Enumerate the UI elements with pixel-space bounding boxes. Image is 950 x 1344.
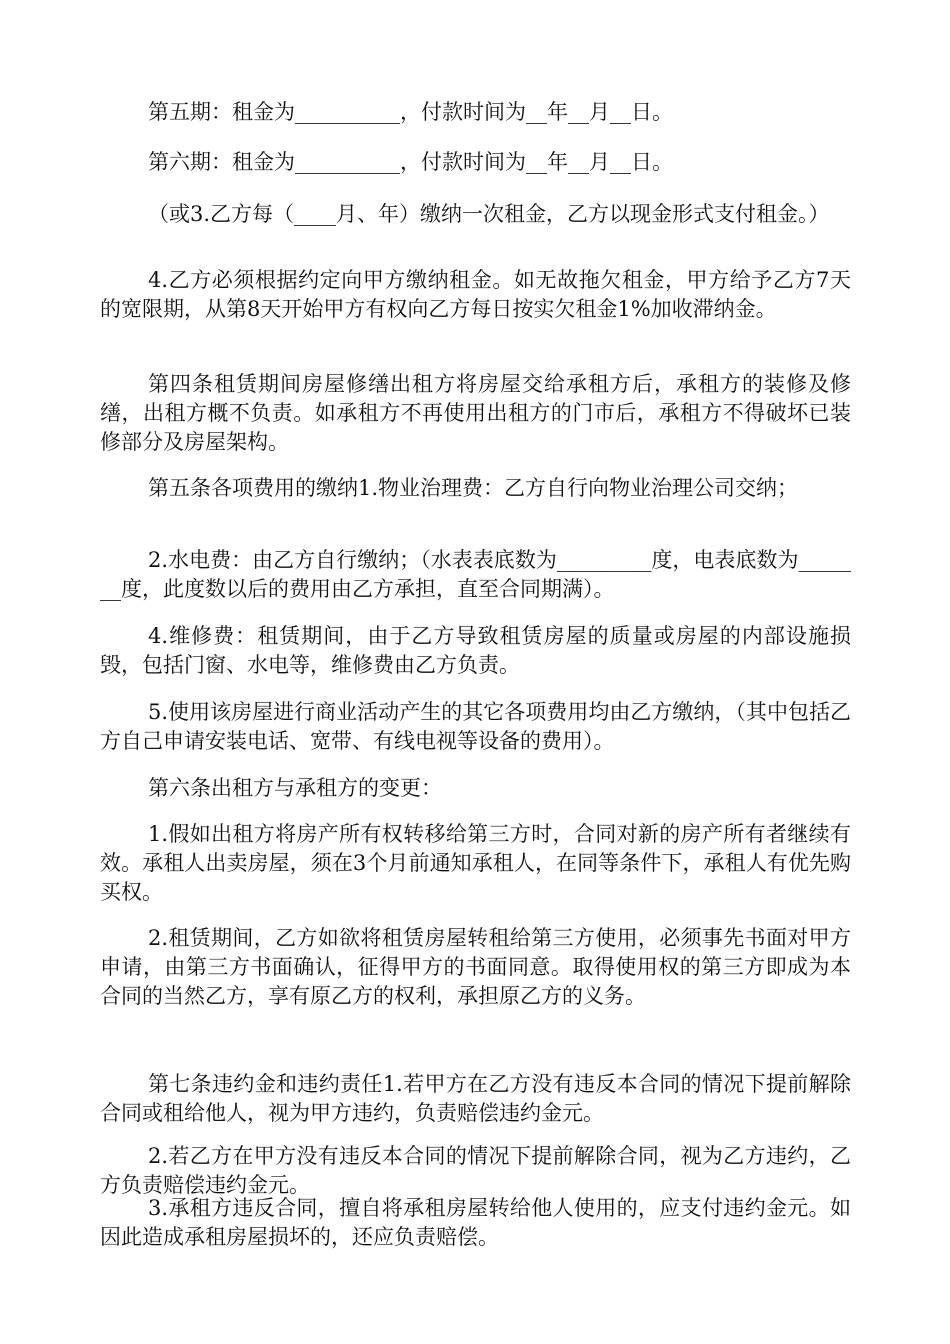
paragraph-rent-period-5: 第五期：租金为__________，付款时间为__年__月__日。 xyxy=(148,100,673,124)
paragraph-unauthorized-transfer: 3.承租方违反合同，擅自将承租房屋转给他人使用的，应支付违约金元。如因此造成承租房屋损坏的，还应负责赔偿。 xyxy=(100,1196,851,1249)
paragraph-maintenance: 4.维修费：租赁期间，由于乙方导致租赁房屋的质量或房屋的内部设施损毁，包括门窗、水电等，维修费由乙方负责。 xyxy=(100,624,851,677)
paragraph-late-payment: 4.乙方必须根据约定向甲方缴纳租金。如无故拖欠租金，甲方给予乙方7天的宽限期，从第8天开始甲方有权向乙方每日按实欠租金1%加收滞纳金。 xyxy=(100,268,851,321)
paragraph-rent-alternative: （或3.乙方每（____月、年）缴纳一次租金，乙方以现金形式支付租金。） xyxy=(148,202,830,226)
paragraph-article-5: 第五条各项费用的缴纳1.物业治理费：乙方自行向物业治理公司交纳； xyxy=(148,476,799,500)
paragraph-article-4: 第四条租赁期间房屋修缮出租方将房屋交给承租方后，承租方的装修及修缮，出租方概不负责。如承租方不再使用出租方的门市后，承租方不得破坏已装修部分及房屋架构。 xyxy=(100,372,851,454)
paragraph-article-7: 第七条违约金和违约责任1.若甲方在乙方没有违反本合同的情况下提前解除合同或租给他人，视为甲方违约，负责赔偿违约金元。 xyxy=(100,1072,851,1125)
paragraph-other-fees: 5.使用该房屋进行商业活动产生的其它各项费用均由乙方缴纳，（其中包括乙方自己申请安装电话、宽带、有线电视等设备的费用）。 xyxy=(100,700,851,753)
paragraph-rent-period-6: 第六期：租金为__________，付款时间为__年__月__日。 xyxy=(148,150,673,174)
paragraph-sublease: 2.租赁期间，乙方如欲将租赁房屋转租给第三方使用，必须事先书面对甲方申请，由第三方书面确认，征得甲方的书面同意。取得使用权的第三方即成为本合同的当然乙方，享有原乙方的权利，承担原乙方的义务。 xyxy=(100,926,851,1008)
paragraph-article-6: 第六条出租方与承租方的变更： xyxy=(148,776,442,800)
paragraph-ownership-transfer: 1.假如出租方将房产所有权转移给第三方时，合同对新的房产所有者继续有效。承租人出卖房屋，须在3个月前通知承租人，在同等条件下，承租人有优先购买权。 xyxy=(100,822,851,904)
paragraph-utilities: 2.水电费：由乙方自行缴纳；（水表表底数为_________度，电表底数为_______度，此度数以后的费用由乙方承担，直至合同期满）。 xyxy=(100,548,851,601)
paragraph-tenant-breach: 2.若乙方在甲方没有违反本合同的情况下提前解除合同，视为乙方违约，乙方负责赔偿违约金元。 xyxy=(100,1144,851,1197)
